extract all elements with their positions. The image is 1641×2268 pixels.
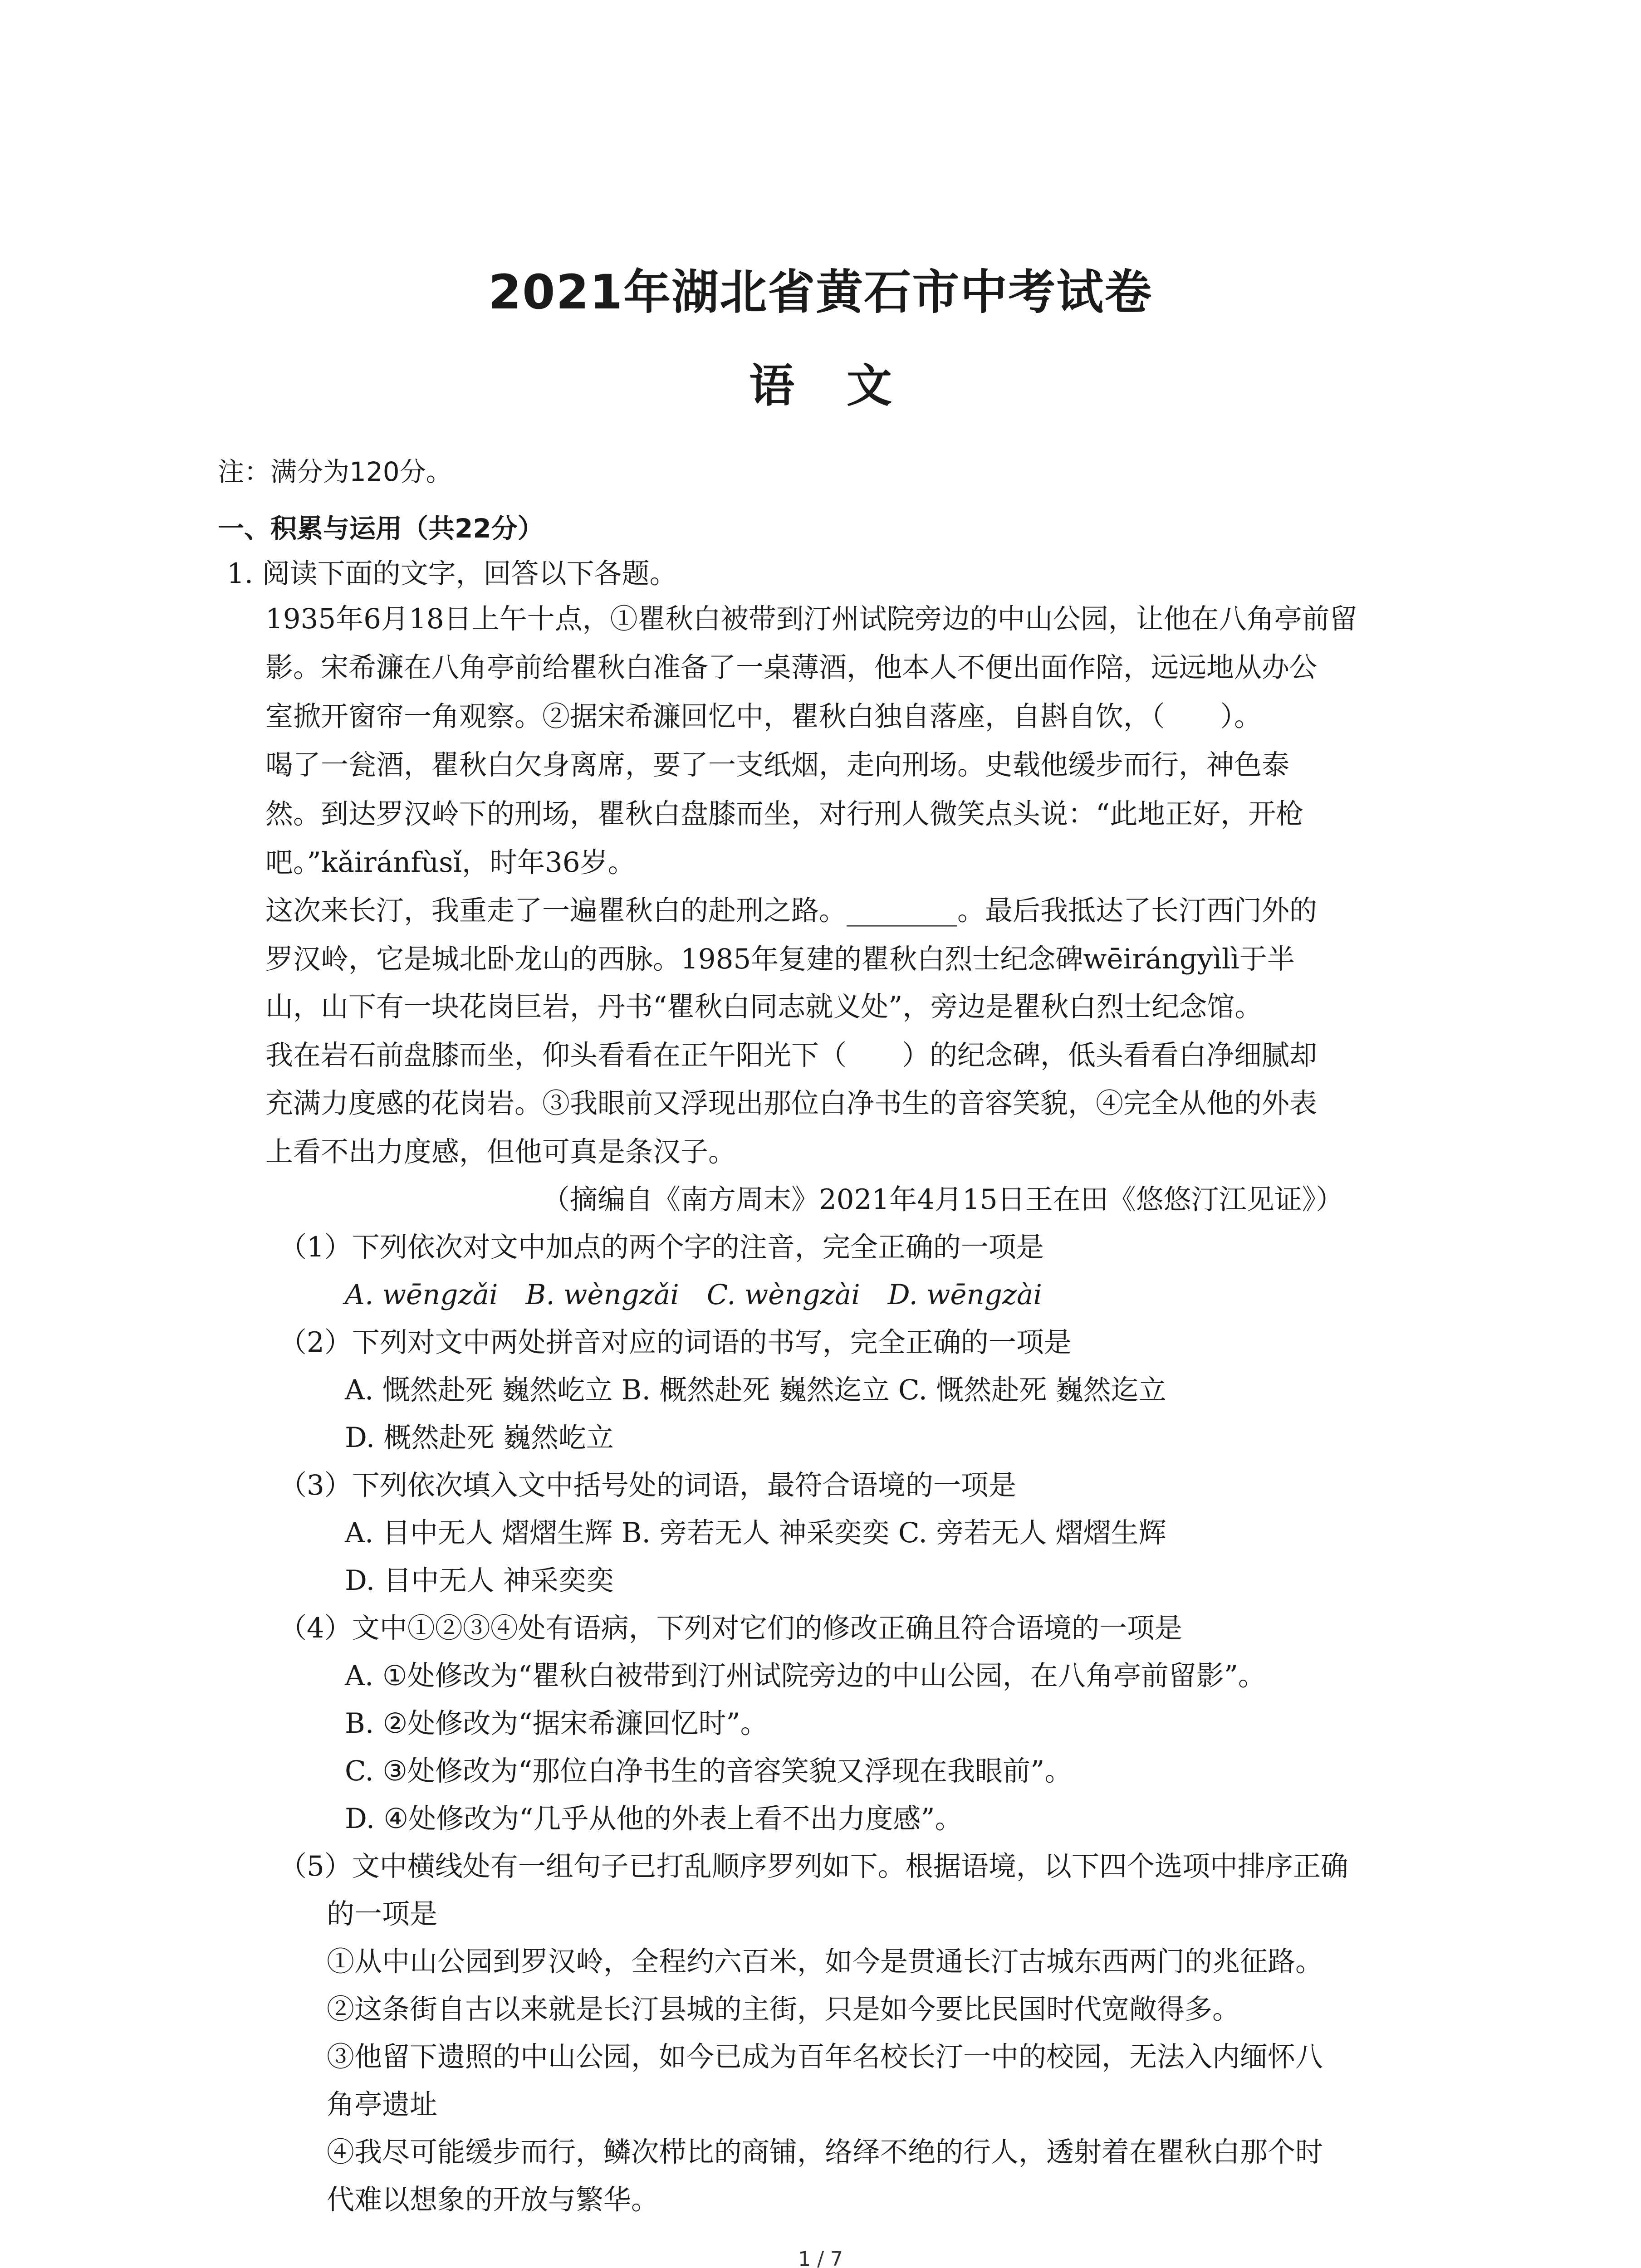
passage-line: 这次来长汀，我重走了一遍瞿秋白的赴刑之路。________。最后我抵达了长汀西门外的 (265, 894, 1318, 927)
sub-question-2-options: D. 概然赴死 巍然屹立 (345, 1422, 614, 1454)
sub-question-4-option: A. ①处修改为“瞿秋白被带到汀州试院旁边的中山公园，在八角亭前留影”。 (345, 1660, 1266, 1692)
passage-line: 吧。”kǎiránfùsǐ，时年36岁。 (265, 846, 636, 879)
passage-line: 罗汉岭，它是城北卧龙山的西脉。1985年复建的瞿秋白烈士纪念碑wēiránɡyìlì于半 (265, 943, 1295, 975)
passage-line: 1935年6月18日上午十点，①瞿秋白被带到汀州试院旁边的中山公园，让他在八角亭前留 (265, 603, 1357, 635)
sub-question-2-stem: （2）下列对文中两处拼音对应的词语的书写，完全正确的一项是 (279, 1326, 1072, 1359)
sub-question-1-options: A. wēngzǎi B. wèngzǎi C. wèngzài D. wēngzài (345, 1279, 1042, 1311)
reorder-sentence: ④我尽可能缓步而行，鳞次栉比的商铺，络绎不绝的行人，透射着在瞿秋白那个时 (327, 2136, 1323, 2168)
subject-title: 语 文 (749, 359, 892, 412)
score-note: 注：满分为120分。 (218, 456, 452, 487)
sub-question-4-option: D. ④处修改为“几乎从他的外表上看不出力度感”。 (345, 1803, 963, 1835)
sub-question-4-option: B. ②处修改为“据宋希濂回忆时”。 (345, 1707, 768, 1740)
passage-line: 上看不出力度感，但他可真是条汉子。 (265, 1136, 736, 1168)
sub-question-3-stem: （3）下列依次填入文中括号处的词语，最符合语境的一项是 (279, 1469, 1016, 1501)
passage-line: 室掀开窗帘一角观察。②据宋希濂回忆中，瞿秋白独自落座，自斟自饮，（ ）。 (265, 700, 1262, 733)
reorder-sentence: 代难以想象的开放与繁华。 (327, 2184, 659, 2216)
reorder-sentence: ①从中山公园到罗汉岭，全程约六百米，如今是贯通长汀古城东西两门的兆征路。 (327, 1945, 1323, 1978)
sub-question-3-options: A. 目中无人 熠熠生辉 B. 旁若无人 神采奕奕 C. 旁若无人 熠熠生辉 (345, 1517, 1166, 1549)
reorder-sentence: 角亭遗址 (327, 2088, 438, 2121)
passage-source: （摘编自《南方周末》2021年4月15日王在田《悠悠汀江见证》） (542, 1183, 1344, 1216)
sub-question-4-stem: （4）文中①②③④处有语病，下列对它们的修改正确且符合语境的一项是 (279, 1612, 1182, 1644)
sub-question-2-options: A. 慨然赴死 巍然屹立 B. 概然赴死 巍然迄立 C. 慨然赴死 巍然迄立 (345, 1374, 1166, 1406)
passage-line: 喝了一瓮酒，瞿秋白欠身离席，要了一支纸烟，走向刑场。史载他缓步而行，神色泰 (265, 749, 1290, 781)
page-number: 1 / 7 (798, 2248, 843, 2268)
passage-line: 山，山下有一块花岗巨岩，丹书“瞿秋白同志就义处”，旁边是瞿秋白烈士纪念馆。 (265, 991, 1263, 1023)
passage-line: 我在岩石前盘膝而坐，仰头看看在正午阳光下（ ）的纪念碑，低头看看白净细腻却 (265, 1039, 1318, 1071)
sub-question-4-option: C. ③处修改为“那位白净书生的音容笑貌又浮现在我眼前”。 (345, 1755, 1073, 1787)
question-1-stem: 1. 阅读下面的文字，回答以下各题。 (227, 557, 677, 590)
sub-question-5-stem: 的一项是 (327, 1898, 438, 1930)
sub-question-5-stem: （5）文中横线处有一组句子已打乱顺序罗列如下。根据语境，以下四个选项中排序正确 (279, 1850, 1348, 1882)
sub-question-1-stem: （1）下列依次对文中加点的两个字的注音，完全正确的一项是 (279, 1231, 1044, 1263)
reorder-sentence: ③他留下遗照的中山公园，如今已成为百年名校长汀一中的校园，无法入内缅怀八 (327, 2041, 1323, 2073)
passage-line: 然。到达罗汉岭下的刑场，瞿秋白盘膝而坐，对行刑人微笑点头说：“此地正好，开枪 (265, 798, 1304, 830)
reorder-sentence: ②这条街自古以来就是长汀县城的主街，只是如今要比民国时代宽敞得多。 (327, 1993, 1240, 2025)
passage-line: 影。宋希濂在八角亭前给瞿秋白准备了一桌薄酒，他本人不便出面作陪，远远地从办公 (265, 651, 1318, 684)
sub-question-3-options: D. 目中无人 神采奕奕 (345, 1564, 614, 1597)
section-heading: 一、积累与运用（共22分） (218, 513, 544, 544)
passage-line: 充满力度感的花岗岩。③我眼前又浮现出那位白净书生的音容笑貌，④完全从他的外表 (265, 1087, 1318, 1119)
exam-title: 2021年湖北省黄石市中考试卷 (488, 264, 1153, 320)
